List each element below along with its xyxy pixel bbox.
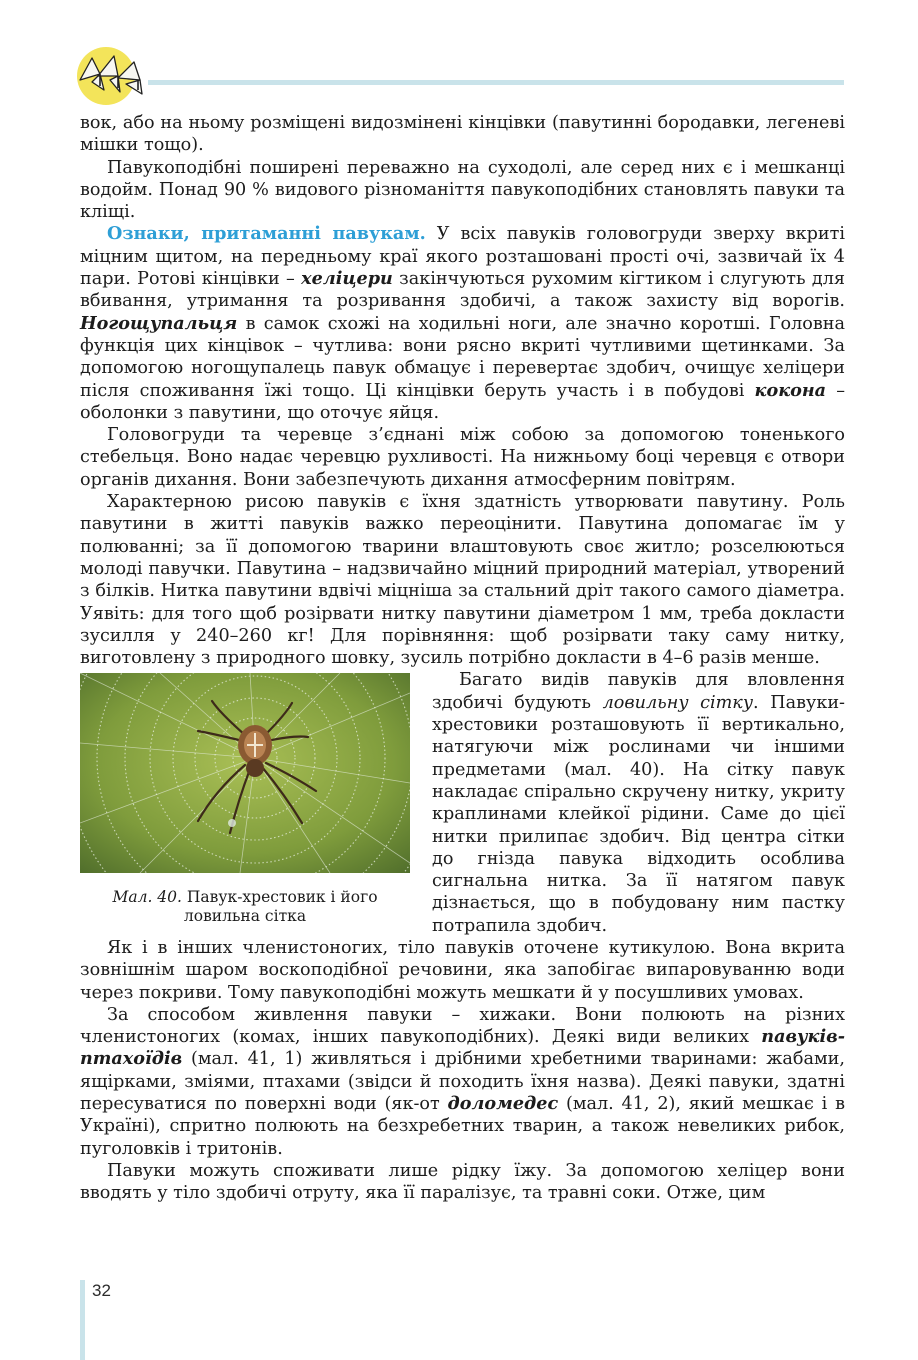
paragraph xyxy=(80,1004,845,1160)
page-number: 32 xyxy=(92,1281,111,1300)
text-run: Багато видів павуків для вловлення здобичі будують xyxy=(432,670,845,713)
figure-caption xyxy=(80,888,410,926)
term-heliceri: хеліцери xyxy=(301,268,393,290)
term-nogoshchupaltsia: Ногощупальця xyxy=(80,312,238,334)
text-run: За способом живлення павуки – хижаки. Вони полюють на різних членистоногих (комах, інших павукоподібних). Деякі види великих xyxy=(80,1004,845,1048)
text-run: закінчуються рухомим кігтиком і слугують для вбивання, утримання та розривання здобичі, а також захисту від ворогів. xyxy=(80,269,846,312)
term-ptakhoidy: павуків-птахоїдів xyxy=(80,1026,845,1070)
text-run: в самок схожі на ходильні ноги, але значно коротші. Головна функція цих кінцівок – чутлива: вони рясно вкриті чутливими щетинками. За допомогою ногощупалець павук обмацує і перевертає здобич, очищує хеліцери після споживання їжі тощо. Ці кінцівки беруть участь і в побудові xyxy=(80,313,845,401)
caption-text: Павук-хрестовик і його ловильна сітка xyxy=(181,888,378,926)
page-sideline xyxy=(80,1280,85,1360)
text-run: У всіх павуків головогруди зверху вкриті міцним щитом, на передньому краї якого розташовані прості очі, зазвичай їх 4 пари. Ротові кінцівки – xyxy=(80,224,845,290)
term-dolomedes: доломедес xyxy=(447,1093,559,1115)
paragraph: Головогруди та черевце з’єднані між собою за допомогою тоненького стебельця. Воно надає черевцю рухливості. На нижньому боці черевця є отвори органів дихання. Вони забезпечують дихання атмосферним повітрям. xyxy=(80,425,845,490)
paragraph xyxy=(80,223,845,424)
term-kokon: кокона xyxy=(754,379,827,401)
header-rule xyxy=(148,80,844,85)
butterflies-icon xyxy=(70,46,154,108)
paragraph: Як і в інших членистоногих, тіло павуків оточене кутикулою. Вона вкрита зовнішнім шаром воскоподібної речовини, яка запобігає випаровуванню води через покриви. Тому павукоподібні можуть мешкати й у посушливих умовах. xyxy=(80,937,845,1003)
text-run: (мал. 41, 2), який мешкає і в Україні), спритно полюють на безхребетних тварин, а також невеликих рибок, пуголовків і тритонів. xyxy=(80,1094,845,1159)
paragraph: Павуки можуть споживати лише рідку їжу. За допомогою хеліцер вони вводять у тіло здобичі отруту, яка її паралізує, та травні соки. Отже, цим xyxy=(80,1160,845,1204)
paragraph: вок, або на ньому розміщені видозмінені кінцівки (павутинні бородавки, легеневі мішки тощо). xyxy=(80,113,845,156)
text-run: . Павуки-хрестовики розташовують її вертикально, натягуючи між рослинами чи іншими предметами (мал. 40). На сітку павук накладає спірально скручену нитку, укриту краплинами клейкої рідини. Саме до цієї нитки прилипає здобич. Від центра сітки до гнізда павука відходить особлива сигнальна нитка. За її натягом павук дізнається, що в побудовану ним пастку потрапила здобич. xyxy=(432,692,845,936)
body-text xyxy=(80,112,845,1205)
text-run: (мал. 41, 1) живляться і дрібними хребетними тваринами: жабами, ящірками, зміями, птахами (звідси й походить їхня назва). Деякі павуки, здатні пересуватися по поверхні води (як-от xyxy=(80,1049,845,1115)
paragraph: Павукоподібні поширені переважно на суходолі, але серед них є і мешканці водойм. Понад 90 % видового різноманіття павукоподібних становлять павуки та кліщі. xyxy=(80,157,845,223)
term-lovylna-sitka: ловильну сітку xyxy=(602,692,754,713)
paragraph: Характерною рисою павуків є їхня здатність утворювати павутину. Роль павутини в житті павуків важко переоцінити. Павутина допомагає їм у полюванні; за її допомогою тварини влаштовують своє житло; розселюються молоді павучки. Павутина – надзвичайно міцний природний матеріал, утворений з білків. Нитка павутини вдвічі міцніша за стальний дріт такого самого діаметра. Уявіть: для того щоб розірвати нитку павутини діаметром 1 мм, треба докласти зусилля у 240–260 кг! Для порівняння: щоб розірвати таку саму нитку, виготовлену з природного шовку, зусиль потрібно докласти в 4–6 разів менше. xyxy=(80,492,845,669)
spider-web-photo xyxy=(80,673,410,873)
section-heading: Ознаки, притаманні павукам. xyxy=(107,223,426,245)
caption-number: Мал. 40. xyxy=(112,888,182,907)
figure-40 xyxy=(80,673,410,926)
text-run: – оболонки з павутини, що оточує яйця. xyxy=(80,380,845,423)
